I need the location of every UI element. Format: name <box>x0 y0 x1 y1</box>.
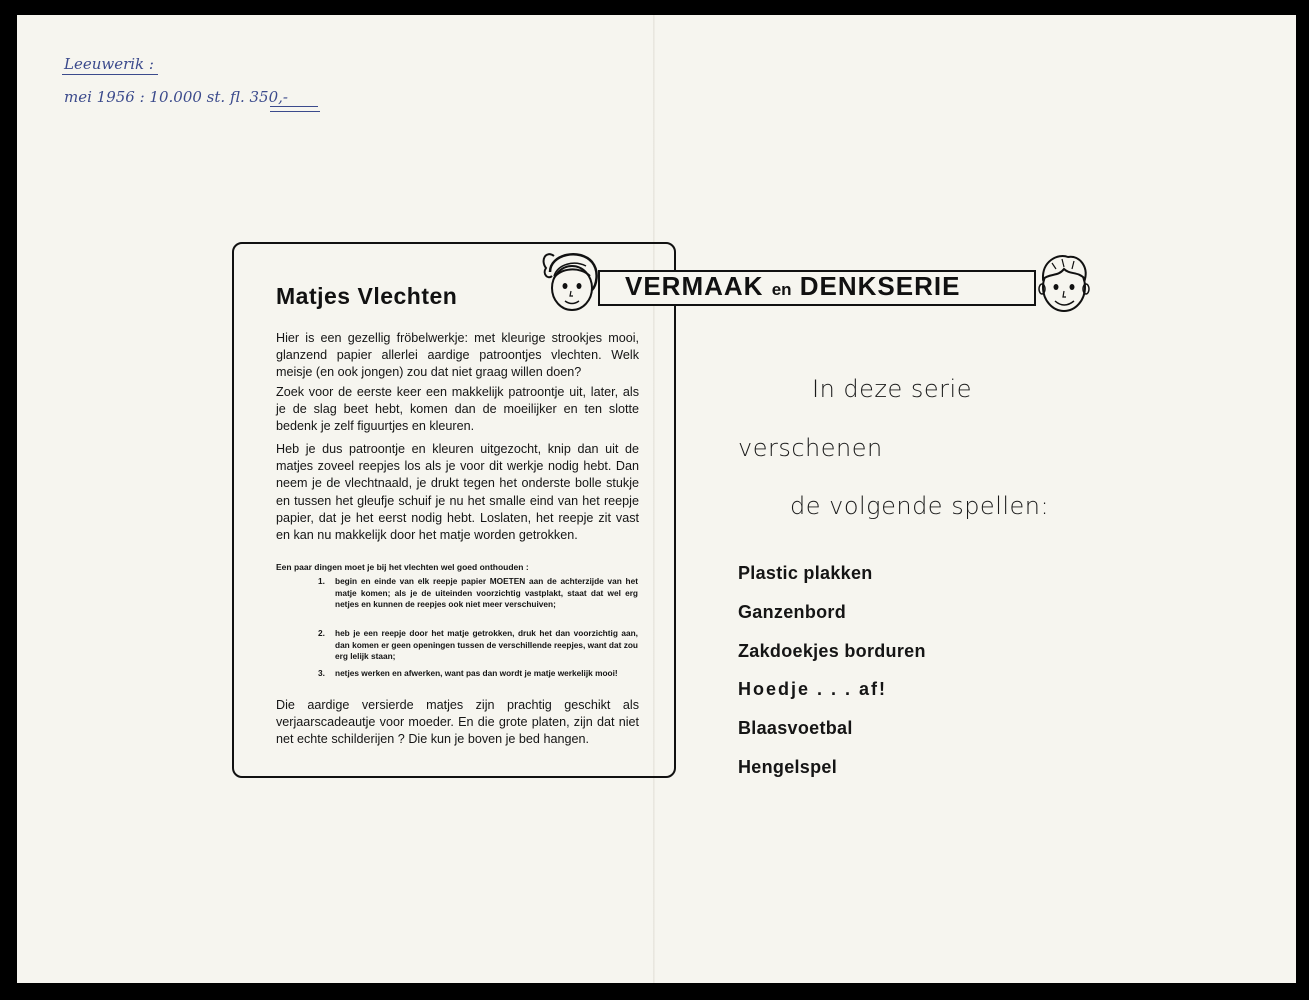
banner-word-denkserie: DENKSERIE <box>799 271 961 301</box>
game-title: Zakdoekjes borduren <box>738 641 926 661</box>
paragraph-intro: Hier is een gezellig fröbelwerkje: met kleurige strookjes mooi, glanzend papier allerlei aardige patroontjes vlechten. Welk meisje (en ook jongen) zou dat niet graag willen doen? <box>276 331 639 380</box>
paragraph-method: Heb je dus patroontje en kleuren uitgezocht, knip dan uit de matjes zoveel reepjes los als je voor dit werkje nodig hebt. Dan neem je de vlechtnaald, je drukt tegen het onderste bolle stukje en tussen het gleufje schuif je nu het smalle eind van het reepje papier, dat je het eerst nodig hebt. Loslaten, het reepje zit vast en kan nu makkelijk door het matje worden getrokken. <box>276 442 639 543</box>
banner-word-en: en <box>771 280 792 299</box>
boy-face-icon <box>1034 249 1094 319</box>
series-banner-title <box>625 271 960 302</box>
banner-word-vermaak: VERMAAK <box>625 271 764 301</box>
handwritten-note-line1: Leeuwerik : <box>64 55 154 73</box>
game-title: Plastic plakken <box>738 563 873 583</box>
game-title: Blaasvoetbal <box>738 718 853 738</box>
game-title: Hoedje . . . af! <box>738 679 888 699</box>
instructions-title: Matjes Vlechten <box>276 283 458 309</box>
paragraph-closing: Die aardige versierde matjes zijn prachtig geschikt als verjaarscadeautje voor moeder. En die grote platen, zijn dat niet net echte schilderijen ? Die kun je boven je bed hangen. <box>276 698 639 747</box>
handwriting-underline <box>270 106 318 107</box>
handwriting-underline <box>62 74 158 75</box>
handwritten-note-line2: mei 1956 : 10.000 st. fl. 350,- <box>64 88 288 106</box>
list-item-text: netjes werken en afwerken, want pas dan wordt je matje werkelijk mooi! <box>335 668 618 678</box>
series-intro-line3: de volgende spellen: <box>790 492 1050 520</box>
list-item-text: heb je een reepje door het matje getrokken, druk het dan voorzichtig aan, dan komen er geen openingen tussen de verschillende reepjes, want dat zou erg lelijk staan; <box>335 628 638 662</box>
game-title: Ganzenbord <box>738 602 847 622</box>
girl-face-icon <box>540 246 602 318</box>
game-title: Hengelspel <box>738 757 838 777</box>
list-heading: Een paar dingen moet je bij het vlechten wel goed onthouden : <box>276 562 529 572</box>
handwriting-underline <box>270 111 320 112</box>
series-intro-line1: In deze serie <box>812 375 972 403</box>
list-item-number: 3. <box>318 668 325 678</box>
series-intro-line2: verschenen <box>738 434 883 462</box>
list-item-number: 1. <box>318 576 325 586</box>
list-item-number: 2. <box>318 628 325 638</box>
list-item-text: begin en einde van elk reepje papier MOETEN aan de achterzijde van het matje komen; als je de uiteinden voorzichtig vastplakt, staat dat wel erg netjes en kunnen de reepjes ook niet meer verschuiven; <box>335 576 638 610</box>
paragraph-pattern: Zoek voor de eerste keer een makkelijk patroontje uit, later, als je de slag beet hebt, komen dan de moeilijker en ten slotte bedenk je zelf figuurtjes en kleuren. <box>276 385 639 434</box>
